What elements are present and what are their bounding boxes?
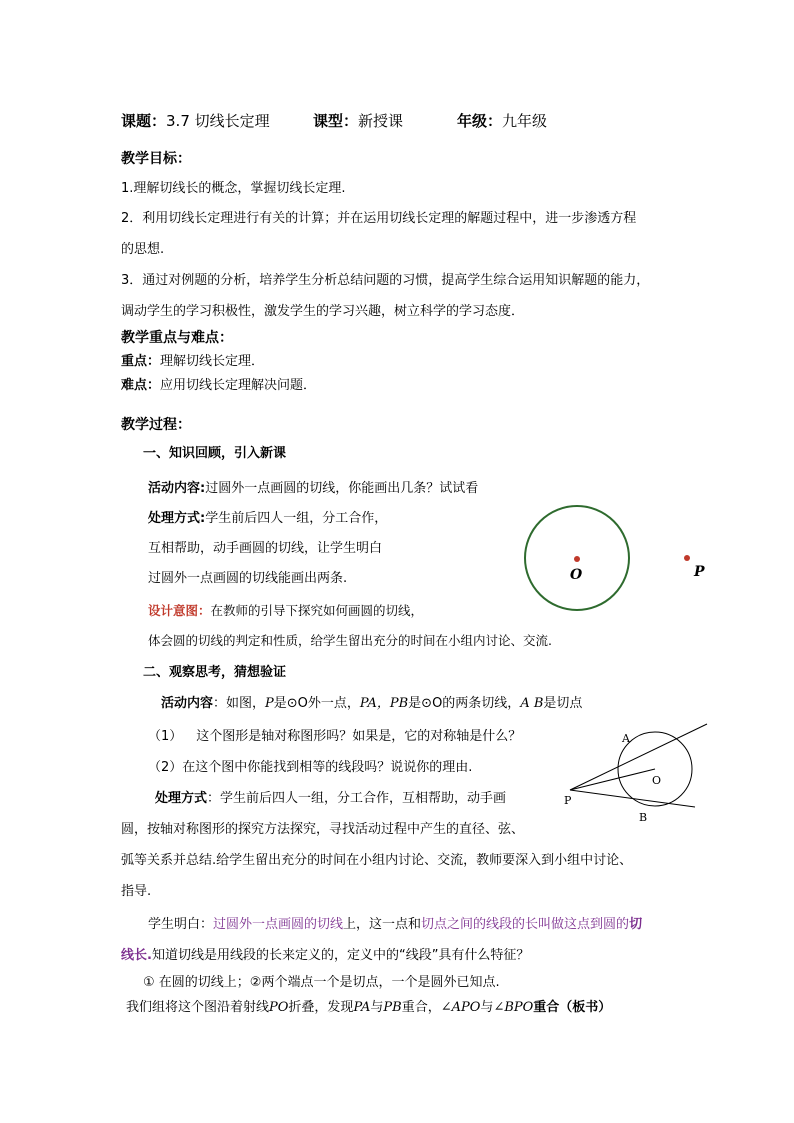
activity-1 (148, 479, 478, 499)
objectives-heading: 教学目标： (121, 151, 191, 167)
fold-t4: 重合， (401, 1000, 441, 1015)
objective-3: 3．通过对例题的分析，培养学生分析总结问题的习惯，提高学生综合运用知识解题的能力， (121, 273, 650, 288)
activity-2-pa: PA，PB (359, 696, 409, 711)
design-text: 在教师的引导下探究如何画圆的切线， (210, 603, 424, 618)
tangent-figure (560, 722, 710, 832)
fold-t5: 与 (480, 1000, 494, 1015)
question-1-text: 这个图形是轴对称图形吗？如果是，它的对称轴是什么？ (196, 729, 522, 744)
method-2-line3: 弧等关系并总结.给学生留出充分的时间在小组内讨论、交流，教师要深入到小组中讨论、 (121, 853, 633, 868)
type-value: 新授课 (358, 112, 404, 130)
key-point (121, 352, 264, 372)
label-p: P (564, 794, 572, 807)
activity-1-label: 活动内容: (148, 481, 206, 496)
fold-t6: 重合（板书） (533, 1000, 612, 1015)
understand-line2 (121, 946, 529, 966)
topic-label: 课题： (121, 112, 167, 130)
circle-figure (515, 500, 735, 620)
type-field (313, 111, 403, 131)
fold-po: PO (269, 1000, 289, 1015)
method-1 (148, 509, 387, 529)
activity-2 (161, 694, 582, 714)
understand-t7: 知道切线是用线段的长来定义的，定义中的“线段”具有什么特征？ (151, 948, 530, 963)
label-a: A (622, 732, 630, 745)
activity-1-text: 过圆外一点画圆的切线，你能画出几条？试试看 (205, 481, 479, 496)
hard-point (121, 376, 316, 396)
point-p-dot (684, 555, 690, 561)
lesson-header (121, 111, 270, 131)
method-1-text: 学生前后四人一组，分工合作， (205, 511, 388, 526)
activity-2-ab: A B (520, 696, 544, 711)
question-1 (148, 727, 521, 747)
grade-value: 九年级 (502, 112, 548, 130)
key-label: 重点： (121, 354, 161, 369)
design-intent (148, 601, 423, 621)
question-2: （2）在这个图中你能找到相等的线段吗？说说你的理由. (148, 760, 473, 775)
activity-2-t4: 是切点 (543, 696, 583, 711)
section-1-title: 一、知识回顾，引入新课 (143, 446, 287, 461)
question-1-num: （1） (148, 729, 183, 744)
center-dot (574, 556, 580, 562)
center-label: O (570, 567, 583, 583)
process-heading: 教学过程： (121, 417, 191, 433)
fold-line (126, 998, 611, 1018)
method-1-line3: 过圆外一点画圆的切线能画出两条. (148, 571, 348, 586)
topic: 3.7 切线长定理 (166, 112, 270, 130)
tangent-line-pb (570, 790, 695, 807)
fold-t2: 折叠，发现 (288, 1000, 354, 1015)
activity-2-p: P (265, 696, 274, 711)
key-text: 理解切线长定理． (160, 354, 265, 369)
fold-pb: PB (383, 1000, 402, 1015)
grade-field (457, 111, 547, 131)
fold-angle1: ∠APO (440, 1000, 481, 1015)
method-2-line2: 圆，按轴对称图形的探究方法探究，寻找活动过程中产生的直径、弦、 (121, 822, 525, 837)
hard-label: 难点： (121, 378, 161, 393)
student-understand (148, 915, 642, 935)
type-label: 课型： (313, 112, 359, 130)
activity-2-t1: ：如图， (213, 696, 266, 711)
objective-2: 2．利用切线长定理进行有关的计算；并在运用切线长定理的解题过程中，进一步渗透方程 (121, 211, 637, 226)
activity-2-t2: 是⊙O外一点， (273, 696, 360, 711)
understand-t6: 线长. (121, 948, 152, 963)
objective-3-cont: 调动学生的学习积极性，激发学生的学习兴趣，树立科学的学习态度． (121, 304, 525, 319)
label-o: O (652, 774, 662, 787)
understand-t5: 切 (629, 917, 643, 932)
fold-t1: 我们组将这个图沿着射线 (126, 1000, 270, 1015)
hard-text: 应用切线长定理解决问题． (160, 378, 317, 393)
activity-2-t3: 是⊙O的两条切线， (408, 696, 521, 711)
section-2-title: 二、观察思考，猜想验证 (143, 665, 287, 680)
design-line2: 体会圆的切线的判定和性质，给学生留出充分的时间在小组内讨论、交流. (148, 633, 552, 648)
method-2-line4: 指导. (121, 884, 152, 899)
understand-t4: 切点之间的线段的长叫做这点到圆的 (421, 917, 630, 932)
method-2 (155, 789, 506, 809)
method-1-label: 处理方式: (148, 511, 206, 526)
design-label: 设计意图： (148, 603, 211, 618)
method-2-label: 处理方式 (155, 791, 208, 806)
activity-2-label: 活动内容 (161, 696, 214, 711)
fold-t3: 与 (370, 1000, 384, 1015)
feature-line: ① 在圆的切线上；②两个端点一个是切点，一个是圆外已知点. (143, 975, 500, 990)
objective-2-cont: 的思想. (121, 242, 165, 257)
label-b: B (639, 811, 648, 824)
point-p-label: P (694, 564, 705, 580)
line-po (570, 769, 655, 790)
method-2-text: ：学生前后四人一组，分工合作，互相帮助，动手画 (207, 791, 507, 806)
fold-pa: PA (353, 1000, 371, 1015)
understand-t1: 学生明白： (148, 917, 214, 932)
grade-label: 年级： (457, 112, 503, 130)
fold-angle2: ∠BPO (493, 1000, 534, 1015)
understand-t2: 过圆外一点画圆的切线 (213, 917, 344, 932)
objective-1: 1.理解切线长的概念，掌握切线长定理. (121, 181, 346, 196)
focus-heading: 教学重点与难点： (121, 330, 233, 346)
understand-t3: 上，这一点和 (343, 917, 422, 932)
tangent-line-pa (570, 724, 707, 790)
method-1-line2: 互相帮助，动手画圆的切线，让学生明白 (148, 541, 383, 556)
